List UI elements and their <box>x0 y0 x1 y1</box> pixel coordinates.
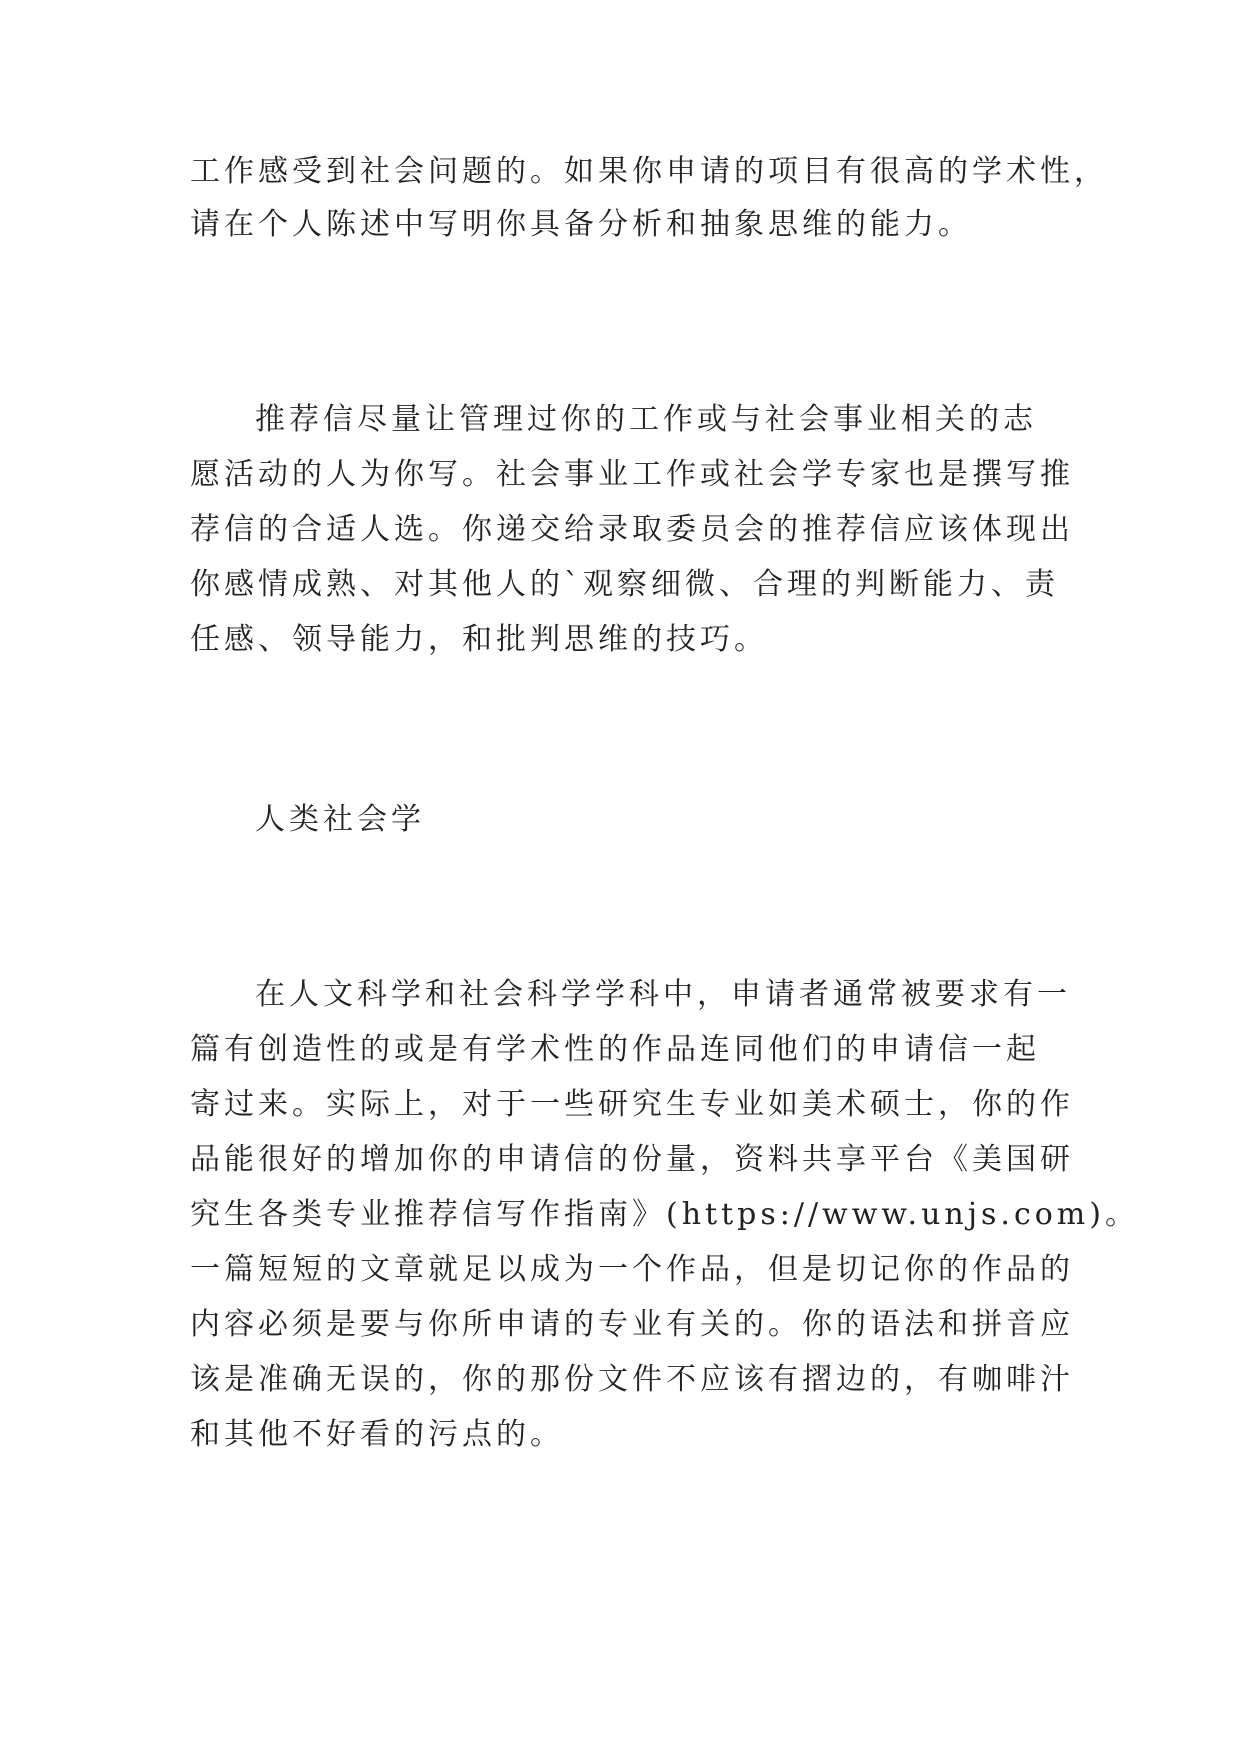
paragraph-3-line-8: 该是准确无误的，你的那份文件不应该有摺边的，有咖啡汁 <box>190 1362 1074 1397</box>
paragraph-2-line-1: 推荐信尽量让管理过你的工作或与社会事业相关的志 <box>255 402 1037 437</box>
section-heading: 人类社会学 <box>255 802 425 837</box>
paragraph-2-line-2: 愿活动的人为你写。社会事业工作或社会学专家也是撰写推 <box>190 457 1074 492</box>
paragraph-3-line-7: 内容必须是要与你所申请的专业有关的。你的语法和拼音应 <box>190 1307 1074 1342</box>
paragraph-3-line-1: 在人文科学和社会科学学科中，申请者通常被要求有一 <box>255 977 1071 1012</box>
paragraph-1-line-1: 工作感受到社会问题的。如果你申请的项目有很高的学术性， <box>190 154 1108 189</box>
paragraph-3-line-2: 篇有创造性的或是有学术性的作品连同他们的申请信一起 <box>190 1032 1040 1067</box>
paragraph-3-line-9: 和其他不好看的污点的。 <box>190 1417 564 1452</box>
paragraph-3-line-3: 寄过来。实际上，对于一些研究生专业如美术硕士，你的作 <box>190 1087 1074 1122</box>
paragraph-1-line-2: 请在个人陈述中写明你具备分析和抽象思维的能力。 <box>190 207 972 242</box>
paragraph-3-line-5: 究生各类专业推荐信写作指南》(https://www.unjs.com)。 <box>190 1197 1139 1232</box>
paragraph-2-line-5: 任感、领导能力，和批判思维的技巧。 <box>190 622 768 657</box>
paragraph-3-line-4: 品能很好的增加你的申请信的份量，资料共享平台《美国研 <box>190 1142 1074 1177</box>
paragraph-2-line-3: 荐信的合适人选。你递交给录取委员会的推荐信应该体现出 <box>190 512 1074 547</box>
paragraph-2-line-4: 你感情成熟、对其他人的`观察细微、合理的判断能力、责 <box>190 567 1059 602</box>
paragraph-3-line-6: 一篇短短的文章就足以成为一个作品，但是切记你的作品的 <box>190 1252 1074 1287</box>
